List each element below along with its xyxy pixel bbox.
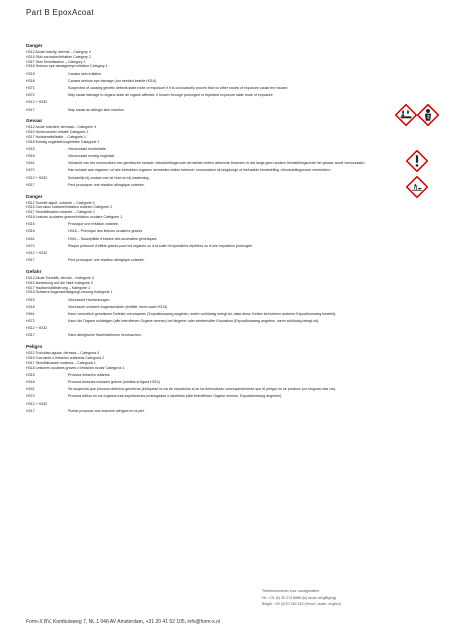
h-statement: Provoca irritación cutánea. xyxy=(68,372,111,377)
h-statement: Causes skin irritation xyxy=(68,71,102,76)
signal-word: Gefahr xyxy=(26,269,42,275)
h-statement: Puede provocar una reacción alérgica en la piel. xyxy=(68,408,145,413)
hazard-statement-row xyxy=(26,176,438,181)
environment-icon xyxy=(406,176,428,198)
h-statement: May cause damage to organs state all organs affected, if known through prolonged or repeated exposure state route of exposure xyxy=(68,93,273,98)
hazard-class: H317 Sensibilización cutánea – Categoría 1 xyxy=(26,360,96,365)
hazard-statement-row xyxy=(26,244,438,249)
hazard-statement-row xyxy=(26,409,438,414)
hazard-statement-row xyxy=(26,86,438,91)
h-statement: Provoca daños en los órganos tras exposiciones prolongadas o repetidas (Alle betroffenen Organe nennen, Expositionsweg angeben). xyxy=(68,394,283,399)
hazard-class: H315 Corrosión o irritación cutáneas Categoría 2 xyxy=(26,356,105,361)
h-code: H312 + H332 xyxy=(26,100,48,105)
h-code: H312 + H332 xyxy=(26,250,48,255)
h-code: H315 xyxy=(26,71,35,76)
h-statement: Verursacht schwere Augenschäden (entfällt, wenn auch H314) xyxy=(68,304,168,309)
h-statement: May cause an allergic skin reaction xyxy=(68,107,124,112)
health-hazard-icon xyxy=(417,104,439,126)
hazard-section xyxy=(26,44,438,112)
hazard-class: H317 Sensibilisation cutanée – Catégorie 1 xyxy=(26,210,95,215)
h-code: H312 + H332 xyxy=(26,326,48,331)
h-code: H315 xyxy=(26,297,35,302)
company-footer: Form-X BV, Kombuisweg 7, NL 1 046 AV Amsterdam, +31 20 41 52 105, info@form-x.nl xyxy=(26,619,221,625)
h-code: H317 xyxy=(26,333,35,338)
h-code: H317 xyxy=(26,182,35,187)
h-code: H341 xyxy=(26,161,35,166)
hazard-section xyxy=(26,119,438,187)
hazard-class: H312 Toxicité aiguë, cutanée – Catégorie 4 xyxy=(26,200,95,205)
h-statement: Suspected of causing genetic defects state route of exposure if it is conclusively proven that no other routes of exposure cause the hazard xyxy=(68,85,288,90)
hazard-class: H315 Ätzwirkung auf die Haut Kategorie 2 xyxy=(26,280,93,285)
emergency-nl: NL: +31 (0) 30 274 8888 (bij acute vergiftiging) xyxy=(262,595,337,600)
hazard-section xyxy=(26,195,438,263)
h-statement xyxy=(68,326,438,331)
signal-word: Gevaar xyxy=(26,119,43,125)
signal-word: Danger xyxy=(26,194,43,200)
hazard-statement-row xyxy=(26,237,438,242)
hazard-section xyxy=(26,270,438,338)
hazard-statement-row xyxy=(26,333,438,338)
hazard-statement-row xyxy=(26,326,438,331)
hazard-statement-row xyxy=(26,387,438,392)
emergency-contact xyxy=(262,588,341,608)
hazard-class: H312 Acute toxicity, dermal – Category 4 xyxy=(26,50,91,54)
hazard-statement-row xyxy=(26,93,438,98)
h-statement xyxy=(68,402,438,407)
hazard-class: H318 Serious eye damage/eye irritation Category 1 xyxy=(26,64,108,69)
h-code: H315 xyxy=(26,146,35,151)
hazard-class: H318 Lesiones oculares graves o irritación ocular Categoría 1 xyxy=(26,365,125,370)
signal-word: Danger xyxy=(26,44,43,49)
h-code: H371 xyxy=(26,85,35,90)
hazard-class: H315 Corrosion cutanée/irritation cutanée Catégorie 2 xyxy=(26,205,113,210)
hazard-class: H318 Ernstig oogletsel/oogirritatie Categorie 1 xyxy=(26,139,100,144)
hazard-statement-row xyxy=(26,298,438,303)
h-code: H315 xyxy=(26,372,35,377)
h-code: H372 xyxy=(26,168,35,173)
h-code: H318 xyxy=(26,229,35,234)
hazard-statement-row xyxy=(26,251,438,256)
hazard-statement-row xyxy=(26,154,438,159)
h-code: H312 + H332 xyxy=(26,175,48,180)
h-code: H317 xyxy=(26,408,35,413)
h-statement: Veroorzaakt huidirritatie. xyxy=(68,146,107,151)
hazard-statement-row xyxy=(26,402,438,407)
hazard-class: H312 Toxicidad aguda, dérmica – Categoría 4 xyxy=(26,351,100,356)
h-statement: Kann vermutlich genetische Defekte verursachen (Expositionsweg angeben, sofern schlüssig belegt ist, dass diese Gefahr bei keinem anderen Expositionsweg besteht). xyxy=(68,311,337,316)
h-code: H341 xyxy=(26,311,35,316)
h-statement xyxy=(68,100,438,105)
h-statement: Schadelijk bij contact met de huid en bij inademing. xyxy=(68,175,150,180)
hazard-class: H315 Huidcorrosie/-irritatie Categorie 2 xyxy=(26,130,89,135)
h-code: H315 xyxy=(26,222,35,227)
hazard-statement-row xyxy=(26,100,438,105)
hazard-statement-row xyxy=(26,168,438,173)
hazard-statement-row xyxy=(26,394,438,399)
hazard-statement-row xyxy=(26,319,438,324)
h-code: H318 xyxy=(26,78,35,83)
h-code: H318 xyxy=(26,154,35,159)
hazard-statement-row xyxy=(26,222,438,227)
hazard-statement-row xyxy=(26,373,438,378)
document-title: Part B EpoxAcoat xyxy=(26,8,94,17)
hazard-statement-row xyxy=(26,380,438,385)
h-statement: Risque présumé d'effets graves pour les organes ou à la suite d'expositions répétées ou d'une exposition prolongée. xyxy=(68,243,253,248)
hazard-statement-row xyxy=(26,305,438,310)
hazard-statement-row xyxy=(26,183,438,188)
h-code: H318 xyxy=(26,304,35,309)
h-statement: Se sospecha que provoca defectos genéticos (indíquese la vía de exposición si se ha demostrado concluyentemente que el peligro no se produce por ninguna otra vía). xyxy=(68,387,336,392)
hazard-class: H318 Schwere Augenschädigung/-reizung Kategorie 1 xyxy=(26,290,113,295)
h-statement: Provoque une irritation cutanée. xyxy=(68,222,119,227)
h-statement: Peut provoquer une réaction allergique cutanée. xyxy=(68,258,145,263)
hazard-class: H318 Lésions oculaires graves/irritation oculaire Catégorie 1 xyxy=(26,215,123,220)
h-code: H372 xyxy=(26,93,35,98)
h-statement: Kann allergische Hautreaktionen verursachen. xyxy=(68,333,142,338)
hazard-statement-row xyxy=(26,147,438,152)
h-statement: H318 – Provoque des lésions oculaires graves xyxy=(68,229,143,234)
h-statement: Provoca lesiones oculares graves (omitida si figura H314) xyxy=(68,380,160,385)
hazard-statement-row xyxy=(26,312,438,317)
h-statement: Peut provoquer une réaction allergique cutanée. xyxy=(68,182,145,187)
h-code: H317 xyxy=(26,107,35,112)
h-statement: Verdacht van het veroorzaken van genetische schade <blootstellingsroute vermelden indien afdoende bewezen is dat langs geen andere blootstellingsroute het gevaar wordt veroorzaakt>. xyxy=(68,161,367,166)
hazard-class: H317 Huidsensibilisatie – Categorie 1 xyxy=(26,134,86,139)
h-statement xyxy=(68,251,438,256)
hazard-class: H315 Skin corrosion/irritation Category 2 xyxy=(26,54,91,59)
exclamation-mark-icon xyxy=(406,150,428,172)
h-code: H317 xyxy=(26,258,35,263)
h-code: H341 xyxy=(26,236,35,241)
h-statement: H341 – Susceptible d'induire des anomalies génétiques xyxy=(68,236,157,241)
hazard-class: H317 Skin Sensitisation – Category 1 xyxy=(26,59,86,64)
corrosion-icon xyxy=(395,104,417,126)
h-code: H372 xyxy=(26,394,35,399)
hazard-statement-row xyxy=(26,161,438,166)
emergency-be: België: +32 (0)70 245 245 (french, dutch, english) xyxy=(262,602,342,606)
hazard-section xyxy=(26,345,438,413)
hazard-page xyxy=(26,44,438,421)
hazard-statement-row xyxy=(26,258,438,263)
h-code: H318 xyxy=(26,380,35,385)
h-code: H372 xyxy=(26,243,35,248)
h-code: H372 xyxy=(26,319,35,324)
hazard-statement-row xyxy=(26,79,438,84)
hazard-class: H317 Hautsensibilisierung – Kategorie 1 xyxy=(26,285,91,290)
emergency-heading: Telefoonnummer voor noodgevallen: xyxy=(262,589,321,593)
hazard-statement-row xyxy=(26,229,438,234)
hazard-statement-row xyxy=(26,72,438,77)
h-statement: Causes serious eye damage (not needed beside H314) xyxy=(68,78,157,83)
signal-word: Peligro xyxy=(26,345,43,351)
h-code: H341 xyxy=(26,387,35,392)
h-code: H312 + H332 xyxy=(26,401,48,406)
h-statement: Kan schade aan organen <of alle betrokken organen vermelden indien bekend> veroorzaken bij langdurige of herhaalde blootstelling <blootstellingsroute vermelden>. xyxy=(68,168,333,173)
hazard-class: H312 Akute Toxizität, dermal – Kategorie 4 xyxy=(26,275,94,280)
h-statement: Veroorzaakt ernstig oogletsel. xyxy=(68,154,116,159)
hazard-class: H312 Acute toxiciteit, dermaal – Categorie 4 xyxy=(26,125,97,130)
hazard-statement-row xyxy=(26,108,438,113)
h-statement: Kann die Organe schädigen (alle betroffenen Organe nennen) bei längerer oder wiederholter Exposition (Expositionsweg angeben, wenn schlüssig belegt ist). xyxy=(68,319,320,324)
h-statement: Verursacht Hautreizungen. xyxy=(68,297,111,302)
